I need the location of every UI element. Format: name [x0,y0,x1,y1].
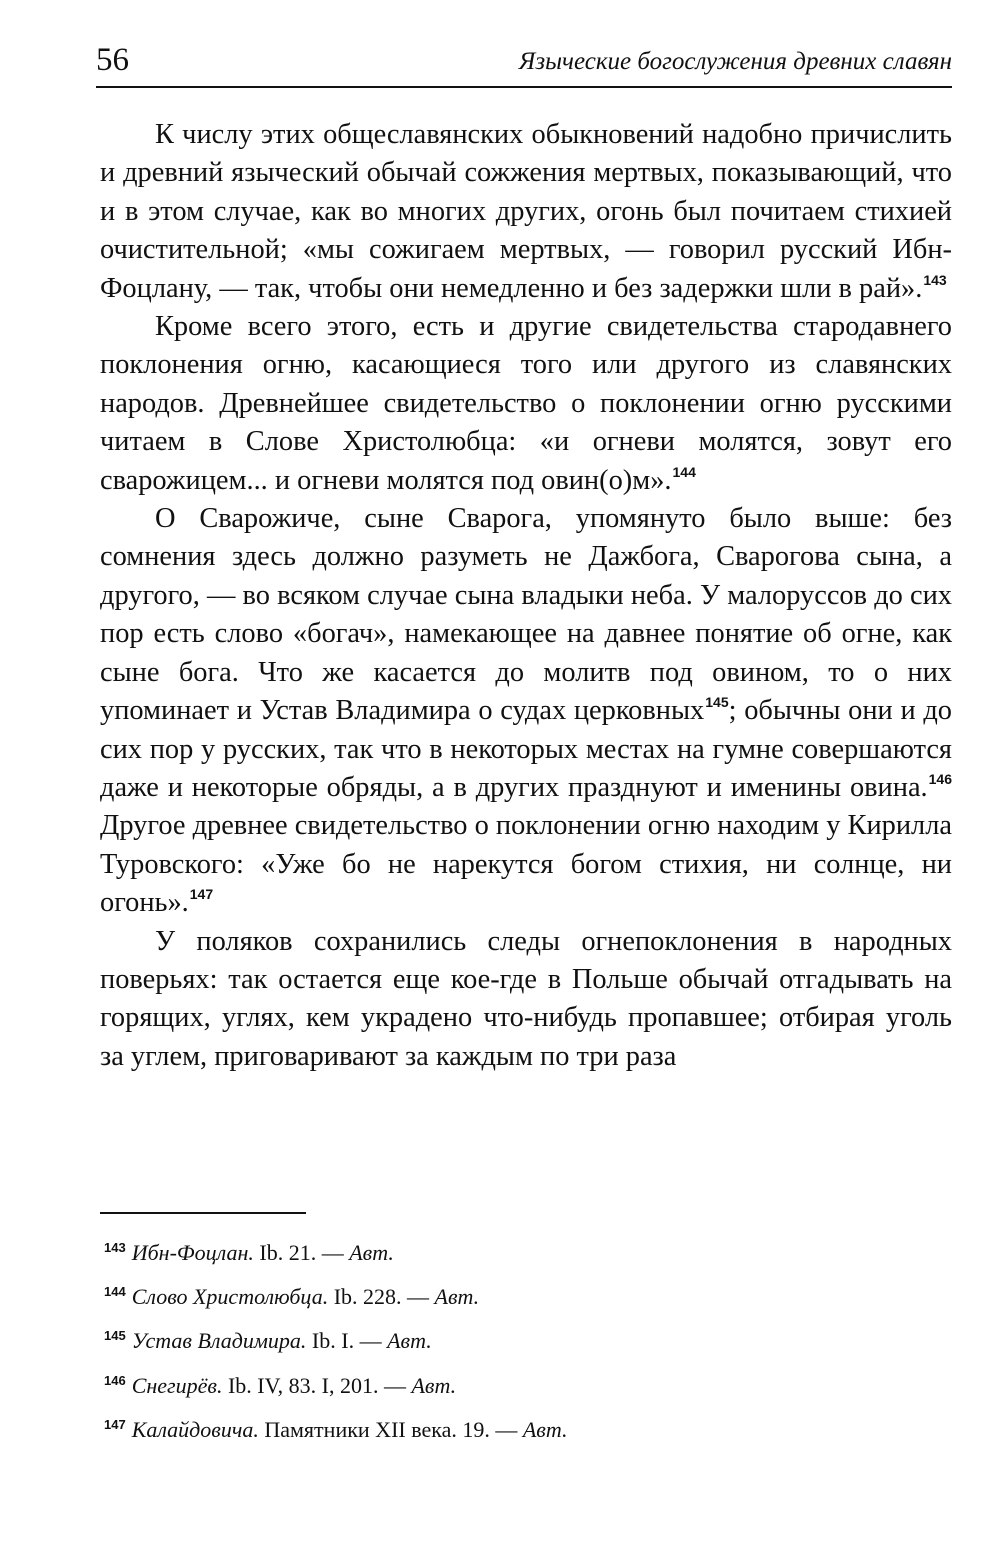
page-number: 56 [96,42,129,78]
footnote-source: Устав Владимира. [131,1328,307,1354]
paragraph-text: О Сварожиче, сыне Сварога, упомянуто было выше: без сомнения здесь должно разуметь не Дажбога, Сварогова сына, а другого, — во всяком случае сына владыки неба. У малоруссов до сих пор есть слово «богач», намекающее на давнее понятие об огне, как сыне бога. Что же касается до молитв под овином, то о них упоминает и Устав Владимира о судах церковных [100,503,952,727]
footnote-reference: Памятники XII века. 19. — [258,1416,523,1442]
footnote-ref: 146 [928,770,952,787]
footnote [104,1228,950,1272]
footnote-number: 143 [104,1240,126,1255]
footnote [104,1405,950,1449]
footnote-ref: 147 [189,886,214,903]
footnote-ref: 145 [705,694,729,711]
footnote [104,1361,950,1405]
paragraph [100,500,952,922]
footnote [104,1316,950,1360]
footnote-number: 147 [104,1416,126,1432]
body-text [100,116,952,1076]
footnote-number: 146 [104,1372,126,1388]
paragraph [100,923,952,1077]
paragraph-text: Другое древнее свидетельство о поклонении огню находим у Кирилла Туровского: «Уже бо не нарекутся богом стихия, ни солнце, ни огонь». [100,810,952,919]
paragraph-text: Кроме всего этого, есть и другие свидетельства стародавнего поклонения огню, касающиеся того или другого из славянских народов. Древнейшее свидетельство о поклонении огню русскими читаем в Слове Христолюбца: «и огневи молятся, зовут его сварожицем... и огневи молятся под овин(о)м». [100,311,952,496]
footnote-reference: Ib. 21. — [253,1240,350,1265]
footnote-abbr: Авт. [411,1372,457,1398]
footnote-abbr: Авт. [349,1240,394,1265]
paragraph-text: У поляков сохранились следы огнепоклонения в народных поверьях: так остается еще кое-где в Польше обычай отгадывать на горящих, углях, кем украдено что-нибудь пропавшее; отбирая уголь за углем, приговаривают за каждым по три раза [100,925,952,1072]
footnote-reference: Ib. I. — [306,1328,388,1354]
footnote-ref: 143 [923,271,947,288]
footnote-number: 144 [104,1284,126,1300]
footnote-source: Ибн-Фоцлан. [131,1240,254,1265]
footnote-reference: Ib. IV, 83. I, 201. — [222,1372,412,1398]
footnote [104,1272,950,1316]
paragraph-text: К числу этих общеславянских обыкновений надобно причислить и древний языческий обычай сожжения мертвых, показывающий, что и в этом случае, как во многих других, огонь был почитаем стихией очистительной; «мы сожигаем мертвых, — говорил русский Ибн-Фоцлану, — так, чтобы они немедленно и без задержки шли в рай». [100,119,952,304]
footnote-number: 145 [104,1328,126,1344]
footnote-divider [100,1212,306,1214]
footnote-abbr: Авт. [387,1328,432,1354]
footnote-source: Слово Христолюбца. [131,1284,329,1310]
paragraph [100,308,952,500]
footnotes [104,1228,950,1449]
footnote-source: Калайдовича. [131,1416,259,1442]
footnote-source: Снегирёв. [131,1372,223,1398]
footnote-abbr: Авт. [434,1284,480,1310]
paragraph-text: ; обычны они и до сих пор у русских, так что в некоторых местах на гумне совершаются даже и некоторые обряды, а в других празднуют и именины овина. [100,695,952,803]
page-header [96,40,952,88]
footnote-reference: Ib. 228. — [328,1284,435,1310]
paragraph [100,116,952,308]
running-title: Языческие богослужения древних славян [518,48,952,75]
footnote-abbr: Авт. [522,1416,568,1442]
footnote-ref: 144 [672,463,696,480]
